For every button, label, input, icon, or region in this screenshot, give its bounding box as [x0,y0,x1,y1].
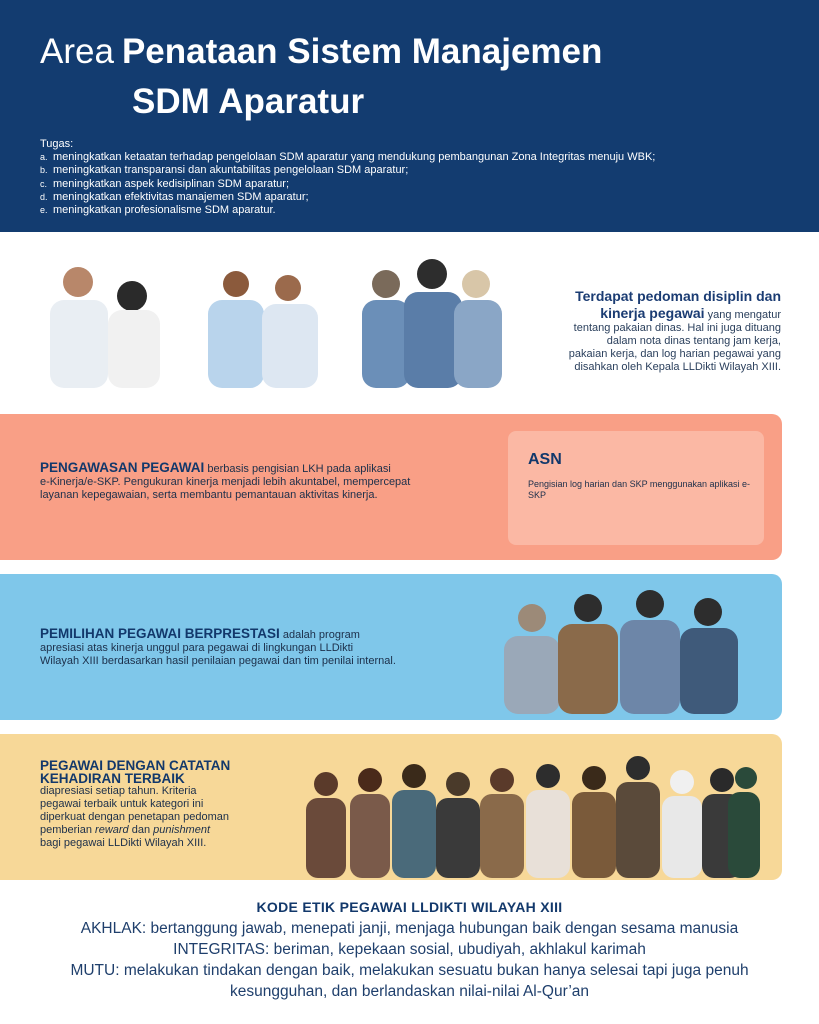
supervision-text-line: berbasis pengisian LKH pada aplikasi [204,463,391,475]
discipline-heading-line2: kinerja pegawai [600,305,705,321]
staff-photo-group-3 [358,252,508,388]
discipline-heading-line1: Terdapat pedoman disiplin dan [575,288,781,304]
task-letter: c. [40,178,48,189]
task-item [40,164,655,177]
staff-photo-group-1 [40,252,170,388]
title-main-line2: SDM Aparatur [132,82,365,121]
achievement-text [40,627,480,668]
page-title [40,30,602,74]
task-text: meningkatkan ketaatan terhadap pengelolaan SDM aparatur yang mendukung pembangunan Zona Integritas menuju WBK; [53,151,656,164]
attendance-photo [298,742,760,878]
attendance-text-italic: punishment [153,824,211,836]
supervision-text-line: layanan kepegawaian, serta membantu pemantauan aktivitas kinerja. [40,489,378,501]
attendance-text-italic: reward [95,824,129,836]
header-banner [0,0,819,232]
discipline-text: yang mengatur [704,309,781,321]
discipline-text: disahkan oleh Kepala LLDikti Wilayah XIII. [574,361,781,373]
code-of-ethics-line: MUTU: melakukan tindakan dengan baik, melakukan sesuatu bukan hanya selesai tapi juga penuh [70,962,749,979]
task-item [40,151,655,164]
task-letter: b. [40,165,48,176]
code-of-ethics-line: INTEGRITAS: beriman, kepekaan sosial, ubudiyah, akhlakul karimah [173,941,646,958]
staff-photo-group-2 [200,262,328,388]
achievement-text-line: apresiasi atas kinerja unggul para pegawai di lingkungan LLDikti [40,642,354,654]
attendance-text [40,759,300,850]
code-of-ethics-line: kesungguhan, dan berlandaskan nilai-nilai Al-Qur’an [229,983,590,1000]
attendance-text-line: diperkuat dengan penetapan pedoman [40,811,229,823]
task-text: meningkatkan profesionalisme SDM aparatur. [53,204,276,217]
task-text: meningkatkan transparansi dan akuntabilitas pengelolaan SDM aparatur; [53,164,409,177]
supervision-heading: PENGAWASAN PEGAWAI [40,460,205,475]
tasks-list [40,138,655,217]
task-letter: e. [40,205,48,216]
supervision-text [40,461,480,502]
discipline-text: pakaian kerja, dan log harian pegawai yang [568,348,781,360]
task-letter: d. [40,191,48,202]
achievement-text-line: Wilayah XIII berdasarkan hasil penilaian pegawai dan tim penilai internal. [40,655,396,667]
achievement-photo [492,582,754,714]
attendance-text-line: diapresiasi setiap tahun. Kriteria [40,785,197,797]
asn-box [508,431,764,545]
task-text: meningkatkan aspek kedisiplinan SDM aparatur; [53,177,290,190]
task-item [40,191,655,204]
attendance-text-line: bagi pegawai LLDikti Wilayah XIII. [40,837,207,849]
title-prefix: Area [40,32,114,71]
attendance-text-part: pemberian [40,824,96,836]
attendance-heading-line2: KEHADIRAN TERBAIK [40,771,185,786]
discipline-text: dalam nota dinas tentang jam kerja, [606,335,781,347]
attendance-text-line: pegawai terbaik untuk kategori ini [40,798,204,810]
code-of-ethics-list [40,918,779,1002]
discipline-statement [521,288,781,374]
achievement-text-line: adalah program [279,629,360,641]
task-item [40,204,655,217]
task-text: meningkatkan efektivitas manajemen SDM aparatur; [53,190,309,203]
code-of-ethics-title: KODE ETIK PEGAWAI LLDIKTI WILAYAH XIII [256,899,563,915]
task-item [40,178,655,191]
asn-title: ASN [528,451,562,468]
code-of-ethics-line: AKHLAK: bertanggung jawab, menepati janji, menjaga hubungan baik dengan sesama manusia [80,920,739,937]
attendance-text-part: dan [128,824,154,836]
task-letter: a. [40,152,48,163]
attendance-heading-line1: PEGAWAI DENGAN CATATAN [40,758,231,773]
title-main-line1: Penataan Sistem Manajemen [121,32,603,71]
discipline-text: tentang pakaian dinas. Hal ini juga dituang [573,322,781,334]
asn-text: Pengisian log harian dan SKP menggunakan aplikasi e-SKP [528,479,750,500]
tasks-label: Tugas: [40,138,74,150]
attendance-text-line [40,824,300,837]
supervision-text-line: e-Kinerja/e-SKP. Pengukuran kinerja menjadi lebih akuntabel, mempercepat [40,476,411,488]
achievement-heading: PEMILIHAN PEGAWAI BERPRESTASI [40,626,280,641]
